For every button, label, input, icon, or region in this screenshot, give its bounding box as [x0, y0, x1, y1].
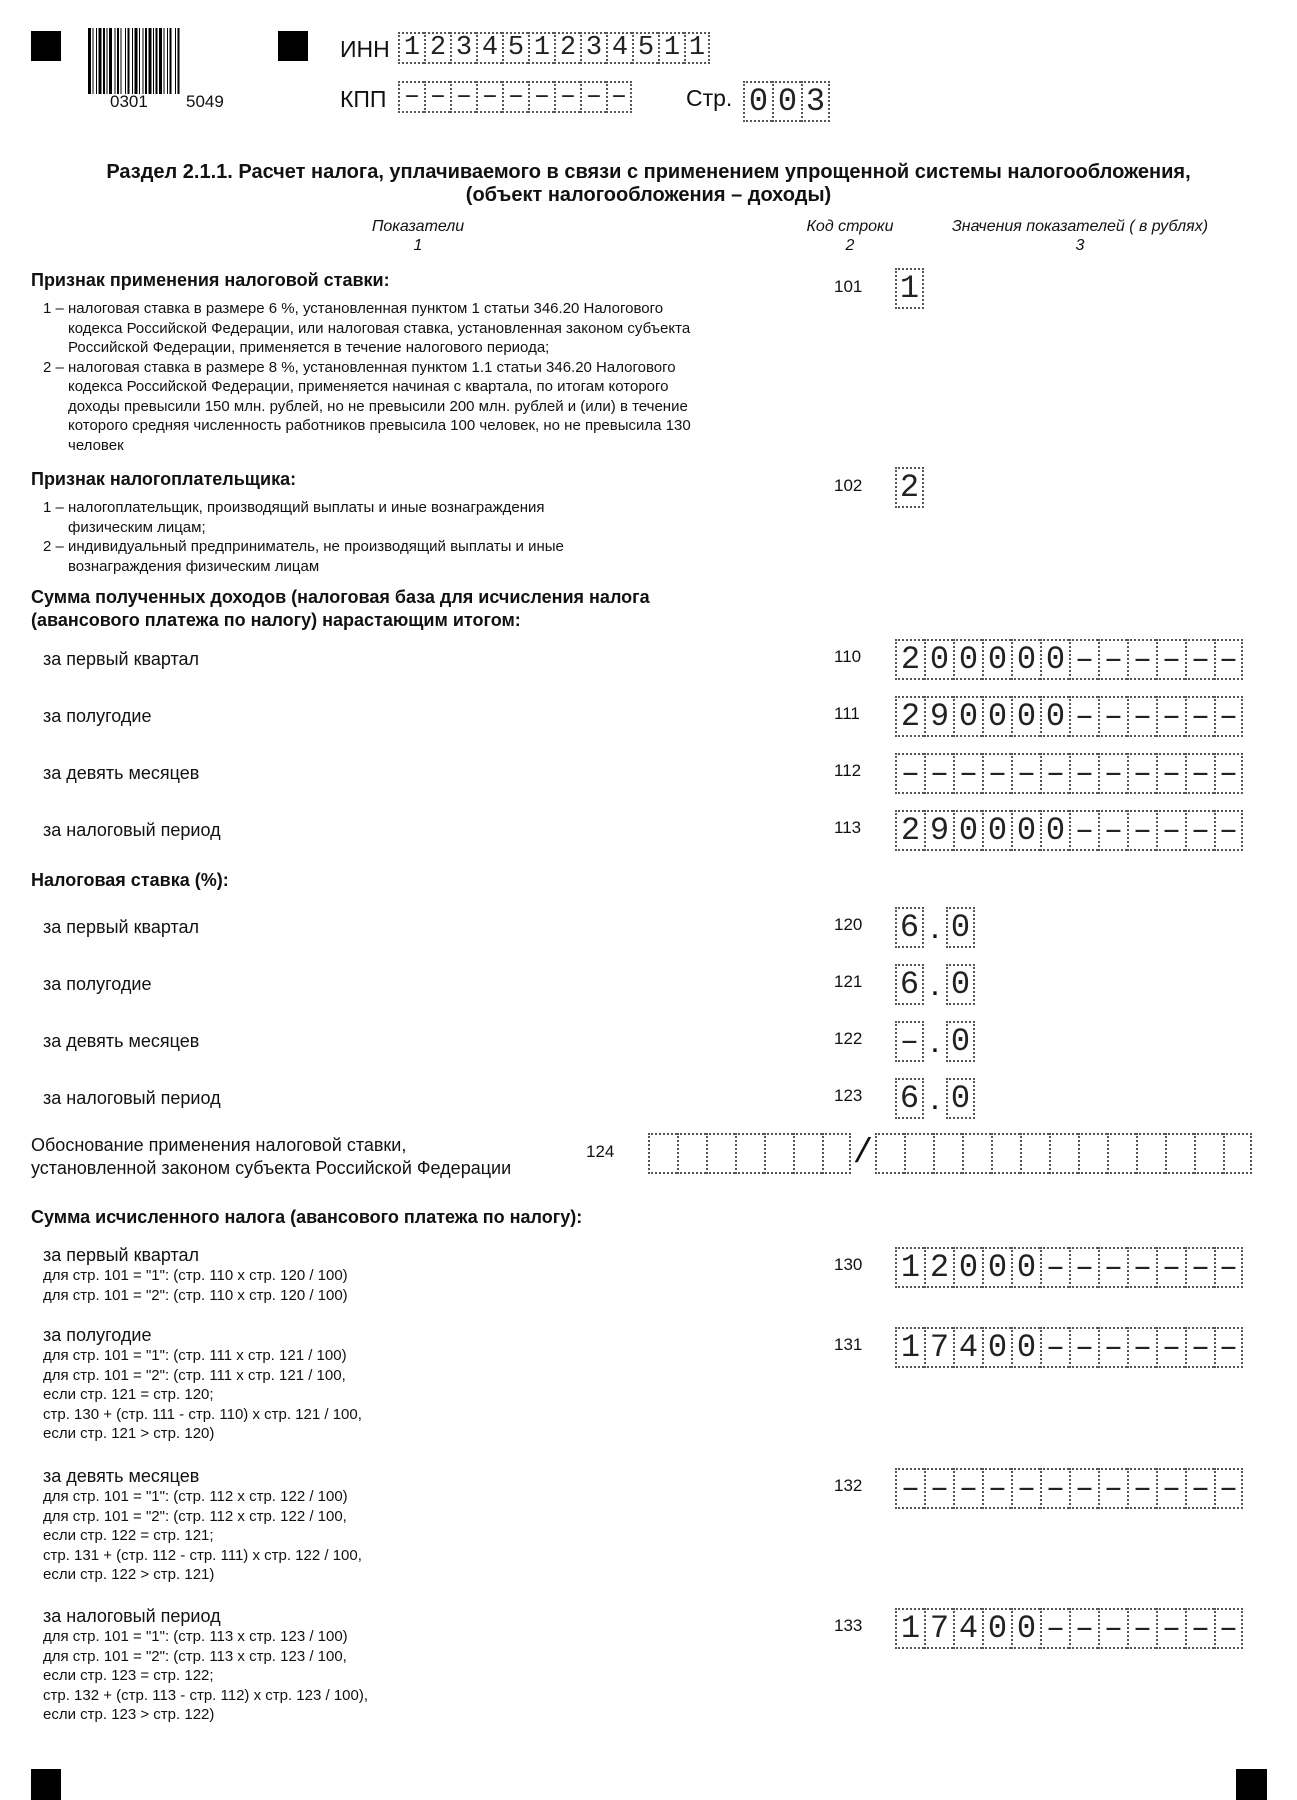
tax-row-value: [895, 1247, 1243, 1288]
digit-cell[interactable]: 4: [953, 1327, 982, 1368]
barcode-bar: [153, 28, 154, 94]
barcode-bar: [96, 28, 97, 94]
digit-cell[interactable]: –: [1185, 1468, 1214, 1509]
inn-cells: [398, 32, 710, 64]
digit-cell[interactable]: 0: [1011, 810, 1040, 851]
digit-cell[interactable]: –: [953, 753, 982, 794]
digit-cell[interactable]: –: [1214, 1247, 1243, 1288]
digit-cell[interactable]: 0: [1011, 1608, 1040, 1649]
section-title-line1: Раздел 2.1.1. Расчет налога, уплачиваемого в связи с применением упрощенной системы налогообложения,: [106, 161, 1191, 183]
income-row-label: за девять месяцев: [43, 763, 200, 783]
digit-cell[interactable]: –: [502, 81, 528, 113]
digit-cell[interactable]: [1049, 1133, 1078, 1174]
formula-line: стр. 131 + (стр. 112 - стр. 111) х стр. 122 / 100,: [43, 1546, 362, 1564]
corner-marker-top-mid: [278, 31, 308, 61]
payer-sign-title: Признак налогоплательщика:: [31, 469, 297, 489]
rate-sign-title: Признак применения налоговой ставки:: [31, 270, 390, 290]
rate-sign-code: 101: [834, 277, 863, 296]
digit-cell[interactable]: –: [1185, 696, 1214, 737]
digit-cell[interactable]: 6: [895, 907, 924, 948]
digit-cell[interactable]: 1: [895, 268, 924, 309]
digit-cell[interactable]: 0: [1011, 696, 1040, 737]
formula-line: для стр. 101 = "2": (стр. 111 х стр. 121 / 100,: [43, 1366, 346, 1384]
corner-marker-bottom-right: [1236, 1769, 1267, 1800]
barcode-bar: [99, 28, 102, 94]
digit-cell[interactable]: 0: [1040, 696, 1069, 737]
digit-cell[interactable]: –: [1156, 1247, 1185, 1288]
digit-cell[interactable]: –: [1185, 1247, 1214, 1288]
digit-cell[interactable]: –: [1214, 639, 1243, 680]
payer-sign-notes: [43, 498, 743, 576]
formula-line: если стр. 123 = стр. 122;: [43, 1667, 214, 1684]
digit-cell[interactable]: –: [1185, 810, 1214, 851]
digit-cell[interactable]: –: [1127, 1468, 1156, 1509]
digit-cell[interactable]: 0: [924, 639, 953, 680]
digit-cell[interactable]: –: [1069, 810, 1098, 851]
digit-cell[interactable]: [1078, 1133, 1107, 1174]
tax-rate-row-label: за первый квартал: [43, 917, 200, 937]
digit-cell[interactable]: 0: [1040, 639, 1069, 680]
decimal-point: .: [930, 1079, 940, 1117]
digit-cell[interactable]: –: [895, 753, 924, 794]
barcode-bar: [117, 28, 119, 94]
digit-cell[interactable]: –: [554, 81, 580, 113]
barcode-bar: [167, 28, 168, 94]
barcode-bar: [132, 28, 133, 94]
section-title-line2: (объект налогообложения – доходы): [465, 184, 832, 206]
digit-cell[interactable]: [933, 1133, 962, 1174]
formula-line: если стр. 121 = стр. 120;: [43, 1386, 214, 1403]
income-title-line2: (авансового платежа по налогу) нарастающим итогом:: [31, 610, 521, 630]
column-header-indicators: Показатели: [371, 218, 465, 235]
digit-cell[interactable]: 2: [554, 32, 580, 64]
digit-cell[interactable]: –: [1127, 1327, 1156, 1368]
tax-row-code: 131: [834, 1335, 863, 1354]
barcode-bar: [156, 28, 158, 94]
barcode-bar: [109, 28, 112, 94]
tax-row-formula: [43, 1627, 368, 1725]
barcode-bar: [149, 28, 152, 94]
digit-cell[interactable]: [648, 1133, 677, 1174]
digit-cell[interactable]: –: [1156, 753, 1185, 794]
barcode-bar: [143, 28, 144, 94]
note-line: Российской Федерации, применяется в течение налогового периода;: [43, 339, 550, 356]
decimal-point: .: [930, 965, 940, 1003]
barcode-bar: [178, 28, 180, 94]
digit-cell[interactable]: 0: [982, 810, 1011, 851]
digit-cell[interactable]: 0: [946, 907, 975, 948]
tax-row-label: за первый квартал: [43, 1245, 200, 1265]
digit-cell[interactable]: 0: [1011, 1247, 1040, 1288]
digit-cell[interactable]: 6: [895, 1078, 924, 1119]
digit-cell[interactable]: –: [1098, 753, 1127, 794]
digit-cell[interactable]: –: [1214, 1327, 1243, 1368]
decimal-point: .: [930, 908, 940, 946]
barcode-number-right: 5049: [186, 92, 224, 111]
digit-cell[interactable]: 9: [924, 696, 953, 737]
digit-cell[interactable]: –: [1127, 1608, 1156, 1649]
barcode-bar: [103, 28, 105, 94]
tax-rate-row-value: [895, 964, 975, 1005]
note-line: 2 – налоговая ставка в размере 8 %, установленная пунктом 1.1 статьи 346.20 Налогового: [43, 358, 676, 376]
income-row-code: 111: [834, 704, 860, 723]
formula-line: для стр. 101 = "1": (стр. 110 х стр. 120 / 100): [43, 1267, 348, 1284]
justification-right-cells: [875, 1133, 1252, 1174]
note-line: физическим лицам;: [43, 518, 206, 536]
note-line: которого средняя численность работников превысила 100 человек, но не превысила 130: [43, 417, 691, 434]
income-row-label: за полугодие: [43, 706, 152, 726]
digit-cell[interactable]: –: [1127, 696, 1156, 737]
digit-cell[interactable]: –: [1156, 696, 1185, 737]
digit-cell[interactable]: –: [1156, 810, 1185, 851]
tax-rate-title: Налоговая ставка (%):: [31, 870, 229, 890]
digit-cell[interactable]: –: [1098, 696, 1127, 737]
barcode-number-left: 0301: [110, 92, 148, 111]
digit-cell[interactable]: 1: [398, 32, 424, 64]
digit-cell[interactable]: –: [1127, 639, 1156, 680]
digit-cell[interactable]: 1: [895, 1608, 924, 1649]
digit-cell[interactable]: –: [1040, 1608, 1069, 1649]
rate-sign-notes: [43, 299, 813, 455]
tax-row-formula: [43, 1266, 348, 1305]
income-row-value: [895, 696, 1243, 737]
digit-cell[interactable]: –: [1185, 1327, 1214, 1368]
justification-code: 124: [586, 1142, 615, 1161]
tax-rate-row-code: 120: [834, 915, 863, 934]
tax-row-label: за полугодие: [43, 1325, 152, 1345]
column-header-indicators-num: 1: [413, 237, 423, 254]
digit-cell[interactable]: 0: [953, 696, 982, 737]
digit-cell[interactable]: –: [1127, 810, 1156, 851]
digit-cell[interactable]: –: [1011, 753, 1040, 794]
barcode-bar: [159, 28, 162, 94]
digit-cell[interactable]: –: [1156, 1608, 1185, 1649]
income-row-value: [895, 753, 1243, 794]
digit-cell[interactable]: [962, 1133, 991, 1174]
digit-cell[interactable]: –: [1214, 810, 1243, 851]
digit-cell[interactable]: 0: [1040, 810, 1069, 851]
digit-cell[interactable]: [1165, 1133, 1194, 1174]
digit-cell[interactable]: –: [1069, 1468, 1098, 1509]
digit-cell[interactable]: [793, 1133, 822, 1174]
digit-cell[interactable]: 0: [953, 1247, 982, 1288]
digit-cell[interactable]: 0: [946, 1078, 975, 1119]
digit-cell[interactable]: 0: [982, 1608, 1011, 1649]
digit-cell[interactable]: –: [1040, 753, 1069, 794]
tax-rate-row-label: за налоговый период: [43, 1088, 221, 1108]
kpp-cells: [398, 81, 632, 113]
formula-line: для стр. 101 = "1": (стр. 113 х стр. 123 / 100): [43, 1628, 348, 1645]
digit-cell[interactable]: –: [1098, 1608, 1127, 1649]
column-header-values: Значения показателей ( в рублях): [951, 218, 1209, 235]
barcode-bar: [170, 28, 172, 94]
digit-cell[interactable]: 5: [632, 32, 658, 64]
tax-rate-row-code: 121: [834, 972, 863, 991]
digit-cell[interactable]: 0: [982, 639, 1011, 680]
digit-cell[interactable]: –: [1156, 639, 1185, 680]
digit-cell[interactable]: [1223, 1133, 1252, 1174]
digit-cell[interactable]: 9: [924, 810, 953, 851]
barcode-bar: [115, 28, 116, 94]
digit-cell[interactable]: [735, 1133, 764, 1174]
digit-cell[interactable]: –: [476, 81, 502, 113]
digit-cell[interactable]: [1194, 1133, 1223, 1174]
formula-line: для стр. 101 = "2": (стр. 112 х стр. 122 / 100,: [43, 1507, 347, 1525]
digit-cell[interactable]: –: [1069, 696, 1098, 737]
corner-marker-bottom-left: [31, 1769, 61, 1800]
barcode-bar: [107, 28, 108, 94]
digit-cell[interactable]: –: [1069, 1327, 1098, 1368]
digit-cell[interactable]: 3: [580, 32, 606, 64]
digit-cell[interactable]: –: [924, 753, 953, 794]
barcode-bar: [164, 28, 165, 94]
digit-cell[interactable]: [875, 1133, 904, 1174]
digit-cell[interactable]: 0: [946, 1021, 975, 1062]
digit-cell[interactable]: –: [1069, 1247, 1098, 1288]
digit-cell[interactable]: –: [1214, 1468, 1243, 1509]
note-line: кодекса Российской Федерации, или налоговая ставка, установленная законом субъекта: [43, 319, 691, 337]
digit-cell[interactable]: [991, 1133, 1020, 1174]
justification-line2: установленной законом субъекта Российской Федерации: [31, 1158, 512, 1178]
digit-cell[interactable]: –: [1214, 696, 1243, 737]
formula-line: для стр. 101 = "2": (стр. 110 х стр. 120 / 100): [43, 1286, 348, 1304]
digit-cell[interactable]: –: [1069, 753, 1098, 794]
digit-cell[interactable]: [706, 1133, 735, 1174]
digit-cell[interactable]: [822, 1133, 851, 1174]
digit-cell[interactable]: –: [1069, 1608, 1098, 1649]
tax-row-code: 130: [834, 1255, 863, 1274]
barcode-bar: [88, 28, 91, 94]
digit-cell[interactable]: 7: [924, 1608, 953, 1649]
tax-rate-row-value: [895, 1021, 975, 1062]
barcode-bar: [175, 28, 176, 94]
digit-cell[interactable]: –: [424, 81, 450, 113]
corner-marker-top-left: [31, 31, 61, 61]
digit-cell[interactable]: –: [953, 1468, 982, 1509]
digit-cell[interactable]: 3: [450, 32, 476, 64]
digit-cell[interactable]: –: [1214, 1608, 1243, 1649]
digit-cell[interactable]: 6: [895, 964, 924, 1005]
formula-line: стр. 130 + (стр. 111 - стр. 110) х стр. 121 / 100,: [43, 1405, 362, 1423]
digit-cell[interactable]: [764, 1133, 793, 1174]
digit-cell[interactable]: –: [1185, 639, 1214, 680]
digit-cell[interactable]: –: [528, 81, 554, 113]
digit-cell[interactable]: 1: [528, 32, 554, 64]
tax-row-value: [895, 1327, 1243, 1368]
barcode-bar: [139, 28, 140, 94]
digit-cell[interactable]: –: [1011, 1468, 1040, 1509]
digit-cell[interactable]: 7: [924, 1327, 953, 1368]
justification-slash: /: [852, 1134, 874, 1173]
digit-cell[interactable]: –: [1040, 1468, 1069, 1509]
payer-sign-code: 102: [834, 476, 863, 495]
tax-row-value: [895, 1608, 1243, 1649]
digit-cell[interactable]: –: [1127, 1247, 1156, 1288]
digit-cell[interactable]: 1: [895, 1247, 924, 1288]
digit-cell[interactable]: [1020, 1133, 1049, 1174]
barcode-bars: [86, 28, 238, 94]
digit-cell[interactable]: 4: [606, 32, 632, 64]
tax-row-label: за налоговый период: [43, 1606, 221, 1626]
formula-line: для стр. 101 = "2": (стр. 113 х стр. 123 / 100,: [43, 1647, 347, 1665]
tax-title: Сумма исчисленного налога (авансового платежа по налогу):: [31, 1207, 583, 1227]
formula-line: если стр. 122 > стр. 121): [43, 1566, 215, 1583]
note-line: 1 – налоговая ставка в размере 6 %, установленная пунктом 1 статьи 346.20 Налогового: [43, 300, 664, 317]
kpp-label: КПП: [340, 86, 387, 112]
income-row-code: 112: [834, 761, 862, 780]
digit-cell[interactable]: –: [1098, 639, 1127, 680]
formula-line: если стр. 123 > стр. 122): [43, 1706, 215, 1723]
barcode-bar: [121, 28, 122, 94]
digit-cell[interactable]: [904, 1133, 933, 1174]
digit-cell[interactable]: –: [1127, 753, 1156, 794]
column-header-values-num: 3: [1075, 237, 1085, 254]
digit-cell[interactable]: –: [1098, 1247, 1127, 1288]
digit-cell[interactable]: 2: [895, 810, 924, 851]
formula-line: если стр. 122 = стр. 121;: [43, 1527, 214, 1544]
income-row-value: [895, 639, 1243, 680]
column-header-code: Код строки: [806, 218, 894, 235]
tax-rate-row-label: за девять месяцев: [43, 1031, 200, 1051]
digit-cell[interactable]: 0: [772, 81, 801, 122]
digit-cell[interactable]: 0: [982, 1327, 1011, 1368]
digit-cell[interactable]: –: [1098, 1327, 1127, 1368]
barcode: [86, 28, 238, 94]
note-line: вознаграждения физическим лицам: [43, 557, 320, 575]
digit-cell[interactable]: –: [895, 1468, 924, 1509]
digit-cell[interactable]: 2: [924, 1247, 953, 1288]
digit-cell[interactable]: 0: [743, 81, 772, 122]
digit-cell[interactable]: –: [1185, 753, 1214, 794]
digit-cell[interactable]: 0: [982, 696, 1011, 737]
income-row-code: 113: [834, 818, 862, 837]
digit-cell[interactable]: 0: [953, 639, 982, 680]
digit-cell[interactable]: –: [1214, 753, 1243, 794]
barcode-bar: [93, 28, 94, 94]
justification-line1: Обоснование применения налоговой ставки,: [31, 1135, 407, 1155]
digit-cell[interactable]: –: [606, 81, 632, 113]
tax-row-code: 133: [834, 1616, 863, 1635]
formula-line: для стр. 101 = "1": (стр. 111 х стр. 121 / 100): [43, 1347, 347, 1364]
digit-cell[interactable]: –: [982, 753, 1011, 794]
digit-cell[interactable]: –: [895, 1021, 924, 1062]
digit-cell[interactable]: 1: [684, 32, 710, 64]
digit-cell[interactable]: –: [1156, 1468, 1185, 1509]
digit-cell[interactable]: –: [1069, 639, 1098, 680]
decimal-point: .: [930, 1022, 940, 1060]
formula-line: если стр. 121 > стр. 120): [43, 1425, 215, 1442]
digit-cell[interactable]: [677, 1133, 706, 1174]
page-label: Стр.: [686, 85, 733, 111]
note-line: 2 – индивидуальный предприниматель, не производящий выплаты и иные: [43, 538, 564, 555]
digit-cell[interactable]: –: [450, 81, 476, 113]
tax-rate-row-value: [895, 1078, 975, 1119]
digit-cell[interactable]: –: [1185, 1608, 1214, 1649]
digit-cell[interactable]: –: [1156, 1327, 1185, 1368]
tax-rate-row-code: 123: [834, 1086, 863, 1105]
barcode-bar: [128, 28, 130, 94]
digit-cell[interactable]: 3: [801, 81, 830, 122]
tax-rate-row-value: [895, 907, 975, 948]
digit-cell[interactable]: 0: [953, 810, 982, 851]
column-header-code-num: 2: [845, 237, 855, 254]
digit-cell[interactable]: 1: [895, 1327, 924, 1368]
digit-cell[interactable]: 5: [502, 32, 528, 64]
digit-cell[interactable]: –: [398, 81, 424, 113]
digit-cell[interactable]: 0: [1011, 639, 1040, 680]
note-line: 1 – налогоплательщик, производящий выплаты и иные вознаграждения: [43, 499, 545, 516]
digit-cell[interactable]: 4: [476, 32, 502, 64]
note-line: кодекса Российской Федерации, применяется начиная с квартала, по итогам которого: [43, 378, 669, 395]
digit-cell[interactable]: –: [924, 1468, 953, 1509]
barcode-bar: [135, 28, 138, 94]
tax-row-code: 132: [834, 1476, 863, 1495]
digit-cell[interactable]: 0: [946, 964, 975, 1005]
barcode-bar: [125, 28, 126, 94]
note-line: человек: [43, 436, 124, 454]
tax-row-formula: [43, 1487, 362, 1585]
formula-line: для стр. 101 = "1": (стр. 112 х стр. 122 / 100): [43, 1488, 348, 1505]
digit-cell[interactable]: –: [1098, 810, 1127, 851]
digit-cell[interactable]: 0: [982, 1247, 1011, 1288]
payer-sign-value: [895, 467, 924, 508]
tax-row-value: [895, 1468, 1243, 1509]
inn-label: ИНН: [340, 36, 390, 62]
digit-cell[interactable]: 2: [895, 639, 924, 680]
digit-cell[interactable]: 2: [424, 32, 450, 64]
digit-cell[interactable]: –: [982, 1468, 1011, 1509]
justification-left-cells: [648, 1133, 851, 1174]
digit-cell[interactable]: –: [580, 81, 606, 113]
tax-row-formula: [43, 1346, 362, 1444]
digit-cell[interactable]: 0: [1011, 1327, 1040, 1368]
rate-sign-value: [895, 268, 924, 309]
digit-cell[interactable]: 4: [953, 1608, 982, 1649]
digit-cell[interactable]: [1136, 1133, 1165, 1174]
income-row-code: 110: [834, 647, 862, 666]
justification-value: [648, 1133, 1252, 1174]
formula-line: стр. 132 + (стр. 113 - стр. 112) х стр. 123 / 100),: [43, 1686, 369, 1704]
income-title-line1: Сумма полученных доходов (налоговая база для исчисления налога: [31, 587, 650, 607]
digit-cell[interactable]: –: [1040, 1247, 1069, 1288]
digit-cell[interactable]: –: [1040, 1327, 1069, 1368]
barcode-bar: [145, 28, 147, 94]
tax-rate-row-code: 122: [834, 1029, 863, 1048]
digit-cell[interactable]: [1107, 1133, 1136, 1174]
income-row-label: за первый квартал: [43, 649, 200, 669]
page-number-cells: [743, 81, 830, 122]
income-row-value: [895, 810, 1243, 851]
digit-cell[interactable]: 2: [895, 467, 924, 508]
tax-rate-row-label: за полугодие: [43, 974, 152, 994]
digit-cell[interactable]: 1: [658, 32, 684, 64]
digit-cell[interactable]: 2: [895, 696, 924, 737]
note-line: доходы превысили 150 млн. рублей, но не превысили 200 млн. рублей и (или) в течение: [43, 397, 688, 415]
digit-cell[interactable]: –: [1098, 1468, 1127, 1509]
tax-row-label: за девять месяцев: [43, 1466, 200, 1486]
income-row-label: за налоговый период: [43, 820, 221, 840]
